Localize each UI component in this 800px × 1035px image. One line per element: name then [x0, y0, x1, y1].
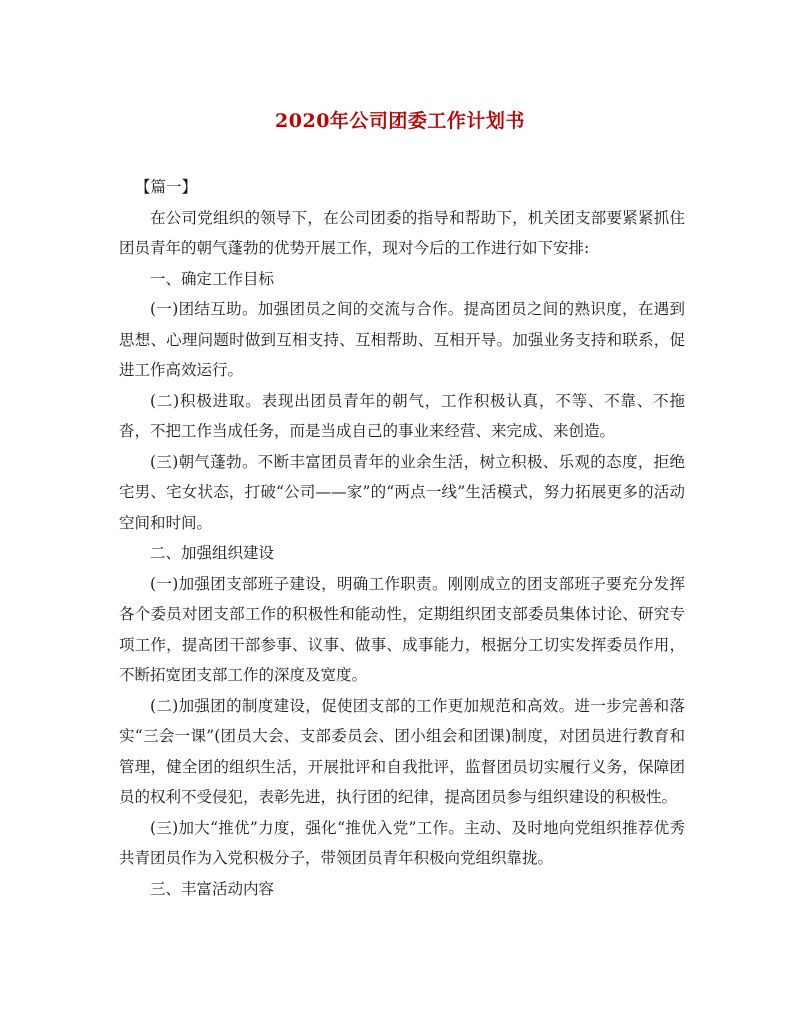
goal-paragraph-2: (二)积极进取。表现出团员青年的朝气，工作积极认真，不等、不靠、不拖沓，不把工作当成任务，而是当成自己的事业来经营、来完成、来创造。: [119, 391, 685, 440]
org-paragraph-2: (二)加强团的制度建设，促使团支部的工作更加规范和高效。进一步完善和落实“三会一课”(团员大会、支部委员会、团小组会和团课)制度，对团员进行教育和管理，健全团的组织生活，开展批评和自我批评，监督团员切实履行义务，保障团员的权利不受侵犯，表彰先进，执行团的纪律，提高团员参与组织建设的积极性。: [119, 696, 685, 806]
intro-paragraph: 在公司党组织的领导下，在公司团委的指导和帮助下，机关团支部要紧紧抓住团员青年的朝气蓬勃的优势开展工作，现对今后的工作进行如下安排:: [119, 208, 685, 257]
org-paragraph-3: (三)加大“推优”力度，强化“推优入党”工作。主动、及时地向党组织推荐优秀共青团员作为入党积极分子，带领团员青年积极向党组织靠拢。: [119, 818, 685, 867]
org-paragraph-1: (一)加强团支部班子建设，明确工作职责。刚刚成立的团支部班子要充分发挥各个委员对团支部工作的积极性和能动性，定期组织团支部委员集体讨论、研究专项工作，提高团干部参事、议事、做事、成事能力，根据分工切实发挥委员作用，不断拓宽团支部工作的深度及宽度。: [119, 574, 685, 684]
section-heading-1: 一、确定工作目标: [150, 269, 275, 288]
document-body: [119, 172, 685, 904]
section-label: 【篇一】: [135, 178, 198, 196]
goal-paragraph-3: (三)朝气蓬勃。不断丰富团员青年的业余生活，树立积极、乐观的态度，拒绝宅男、宅女状态，打破“公司——家”的“两点一线”生活模式，努力拓展更多的活动空间和时间。: [119, 452, 685, 532]
section-heading-3: 三、丰富活动内容: [150, 879, 275, 898]
document-title: 2020年公司团委工作计划书: [275, 110, 525, 132]
section-heading-2: 二、加强组织建设: [150, 544, 275, 562]
goal-paragraph-1: (一)团结互助。加强团员之间的交流与合作。提高团员之间的熟识度，在遇到思想、心理问题时做到互相支持、互相帮助、互相开导。加强业务支持和联系，促进工作高效运行。: [119, 300, 685, 379]
